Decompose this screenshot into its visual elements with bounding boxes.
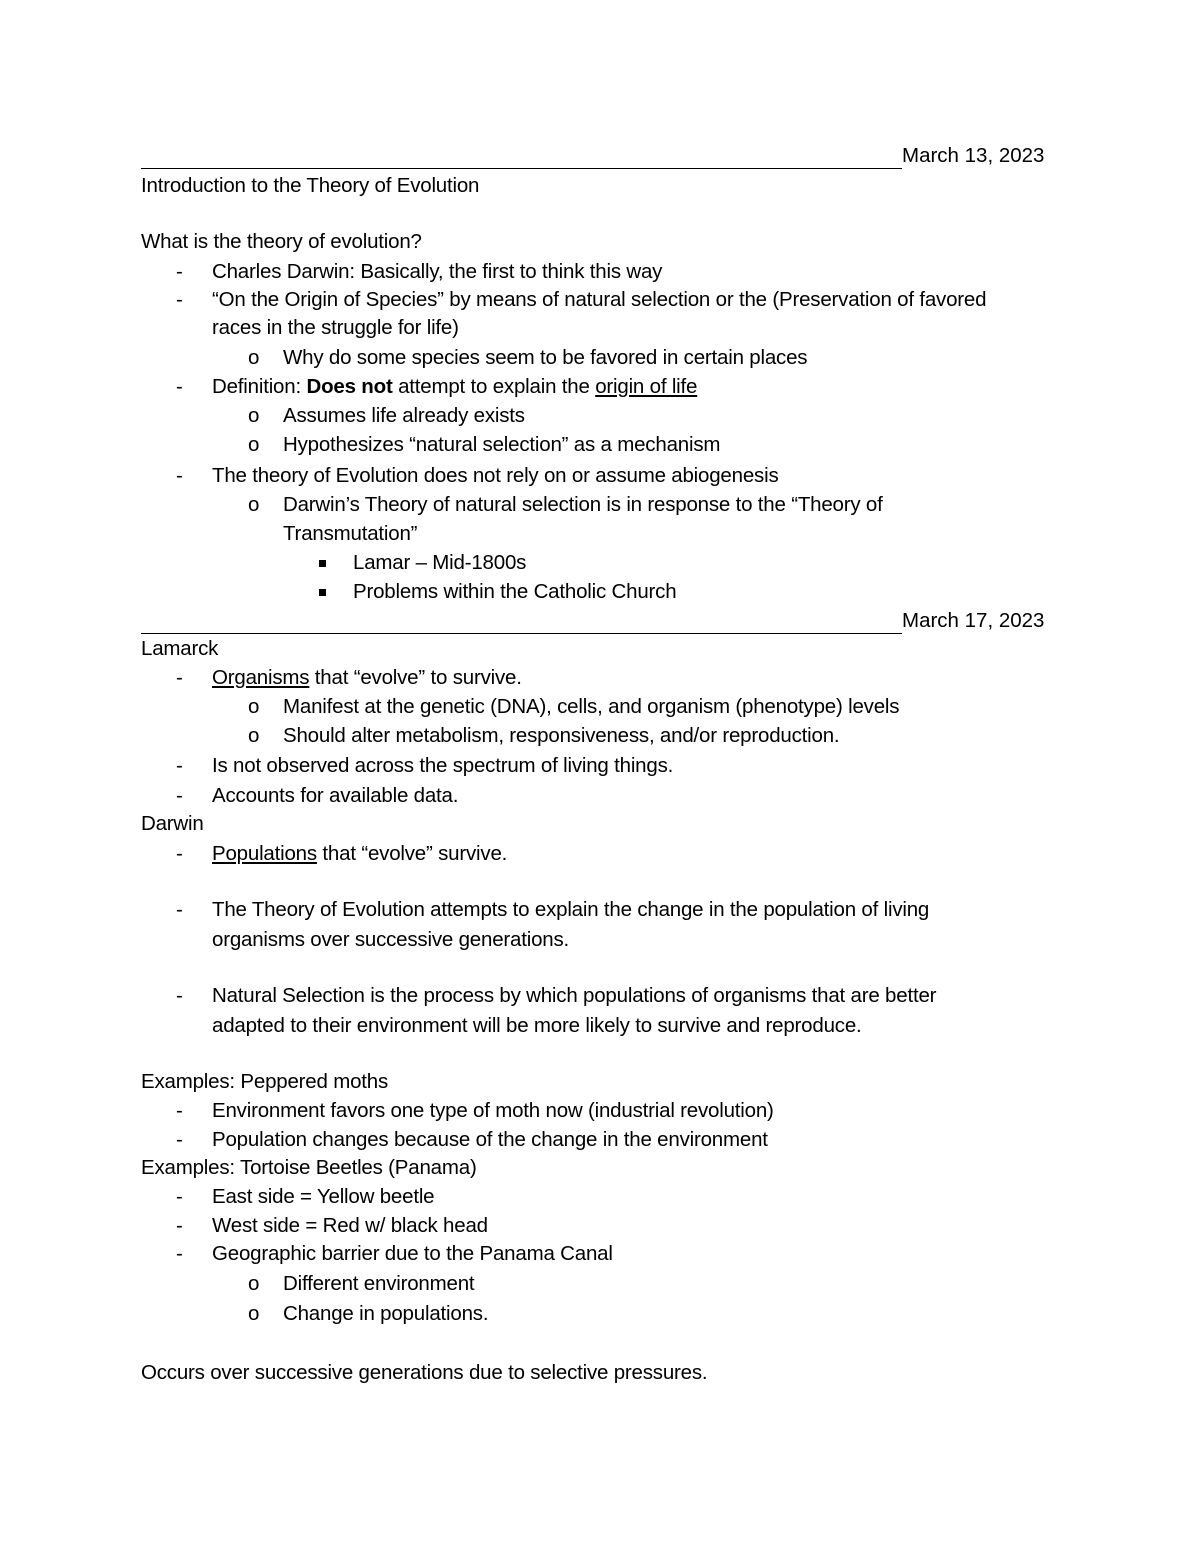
definition-underline: origin of life [595,375,698,398]
question-heading: What is the theory of evolution? [141,230,422,253]
dash-marker: - [176,1214,183,1237]
date-header-2: March 17, 2023 [902,609,1045,632]
darwin-heading: Darwin [141,812,204,835]
sub-sub-list-item: Lamar – Mid-1800s [353,551,527,574]
circle-marker: o [248,1272,260,1295]
list-item: Natural Selection is the process by which populations of organisms that are better [212,984,937,1007]
dash-marker: - [176,784,183,807]
dash-marker: - [176,260,183,283]
circle-marker: o [248,493,260,516]
list-item: East side = Yellow beetle [212,1185,435,1208]
list-item: The Theory of Evolution attempts to explain the change in the population of living [212,898,930,921]
dash-marker: - [176,898,183,921]
populations-underline: Populations [212,842,317,865]
list-item-continued: adapted to their environment will be more likely to survive and reproduce. [212,1014,862,1037]
header-rule-2 [141,633,902,634]
examples-heading-beetles: Examples: Tortoise Beetles (Panama) [141,1156,477,1179]
list-item: Environment favors one type of moth now (industrial revolution) [212,1099,774,1122]
list-item: Charles Darwin: Basically, the first to think this way [212,260,663,283]
list-item-continued: races in the struggle for life) [212,316,459,339]
dash-marker: - [176,1099,183,1122]
list-item-definition [212,373,697,401]
list-item [212,840,507,868]
organisms-underline: Organisms [212,666,310,689]
circle-marker: o [248,695,260,718]
list-item: Population changes because of the change in the environment [212,1128,768,1151]
sub-list-item: Change in populations. [283,1302,489,1325]
lamarck-heading: Lamarck [141,637,219,660]
dash-marker: - [176,1185,183,1208]
list-item: “On the Origin of Species” by means of natural selection or the (Preservation of favored [212,288,987,311]
definition-mid: attempt to explain the [392,375,596,398]
sub-list-item: Hypothesizes “natural selection” as a mechanism [283,433,721,456]
sub-list-item: Different environment [283,1272,475,1295]
sub-list-item: Darwin’s Theory of natural selection is in response to the “Theory of [283,493,883,516]
list-item: Is not observed across the spectrum of living things. [212,754,674,777]
dash-marker: - [176,464,183,487]
circle-marker: o [248,724,260,747]
square-bullet-icon [319,589,326,596]
list-item: The theory of Evolution does not rely on or assume abiogenesis [212,464,779,487]
sub-list-item: Assumes life already exists [283,404,525,427]
dash-marker: - [176,842,183,865]
sub-list-item: Why do some species seem to be favored in certain places [283,346,808,369]
list-item [212,664,522,692]
list-item-continued: organisms over successive generations. [212,928,570,951]
dash-marker: - [176,754,183,777]
sub-list-item: Should alter metabolism, responsiveness, and/or reproduction. [283,724,840,747]
organisms-rest: that “evolve” to survive. [309,666,522,689]
dash-marker: - [176,666,183,689]
header-rule-1 [141,168,902,169]
square-bullet-icon [319,560,326,567]
list-item: West side = Red w/ black head [212,1214,488,1237]
dash-marker: - [176,1242,183,1265]
dash-marker: - [176,984,183,1007]
dash-marker: - [176,1128,183,1151]
sub-list-item-continued: Transmutation” [283,522,418,545]
populations-rest: that “evolve” survive. [316,842,508,865]
sub-list-item: Manifest at the genetic (DNA), cells, and organism (phenotype) levels [283,695,900,718]
dash-marker: - [176,288,183,311]
circle-marker: o [248,346,260,369]
definition-bold: Does not [306,375,393,398]
conclusion-text: Occurs over successive generations due to selective pressures. [141,1361,708,1384]
circle-marker: o [248,404,260,427]
dash-marker: - [176,375,183,398]
date-header-1: March 13, 2023 [902,144,1045,167]
circle-marker: o [248,433,260,456]
examples-heading-moths: Examples: Peppered moths [141,1070,389,1093]
list-item: Accounts for available data. [212,784,459,807]
definition-prefix: Definition: [212,375,307,398]
list-item: Geographic barrier due to the Panama Canal [212,1242,613,1265]
document-title: Introduction to the Theory of Evolution [141,174,480,197]
sub-sub-list-item: Problems within the Catholic Church [353,580,677,603]
circle-marker: o [248,1302,260,1325]
